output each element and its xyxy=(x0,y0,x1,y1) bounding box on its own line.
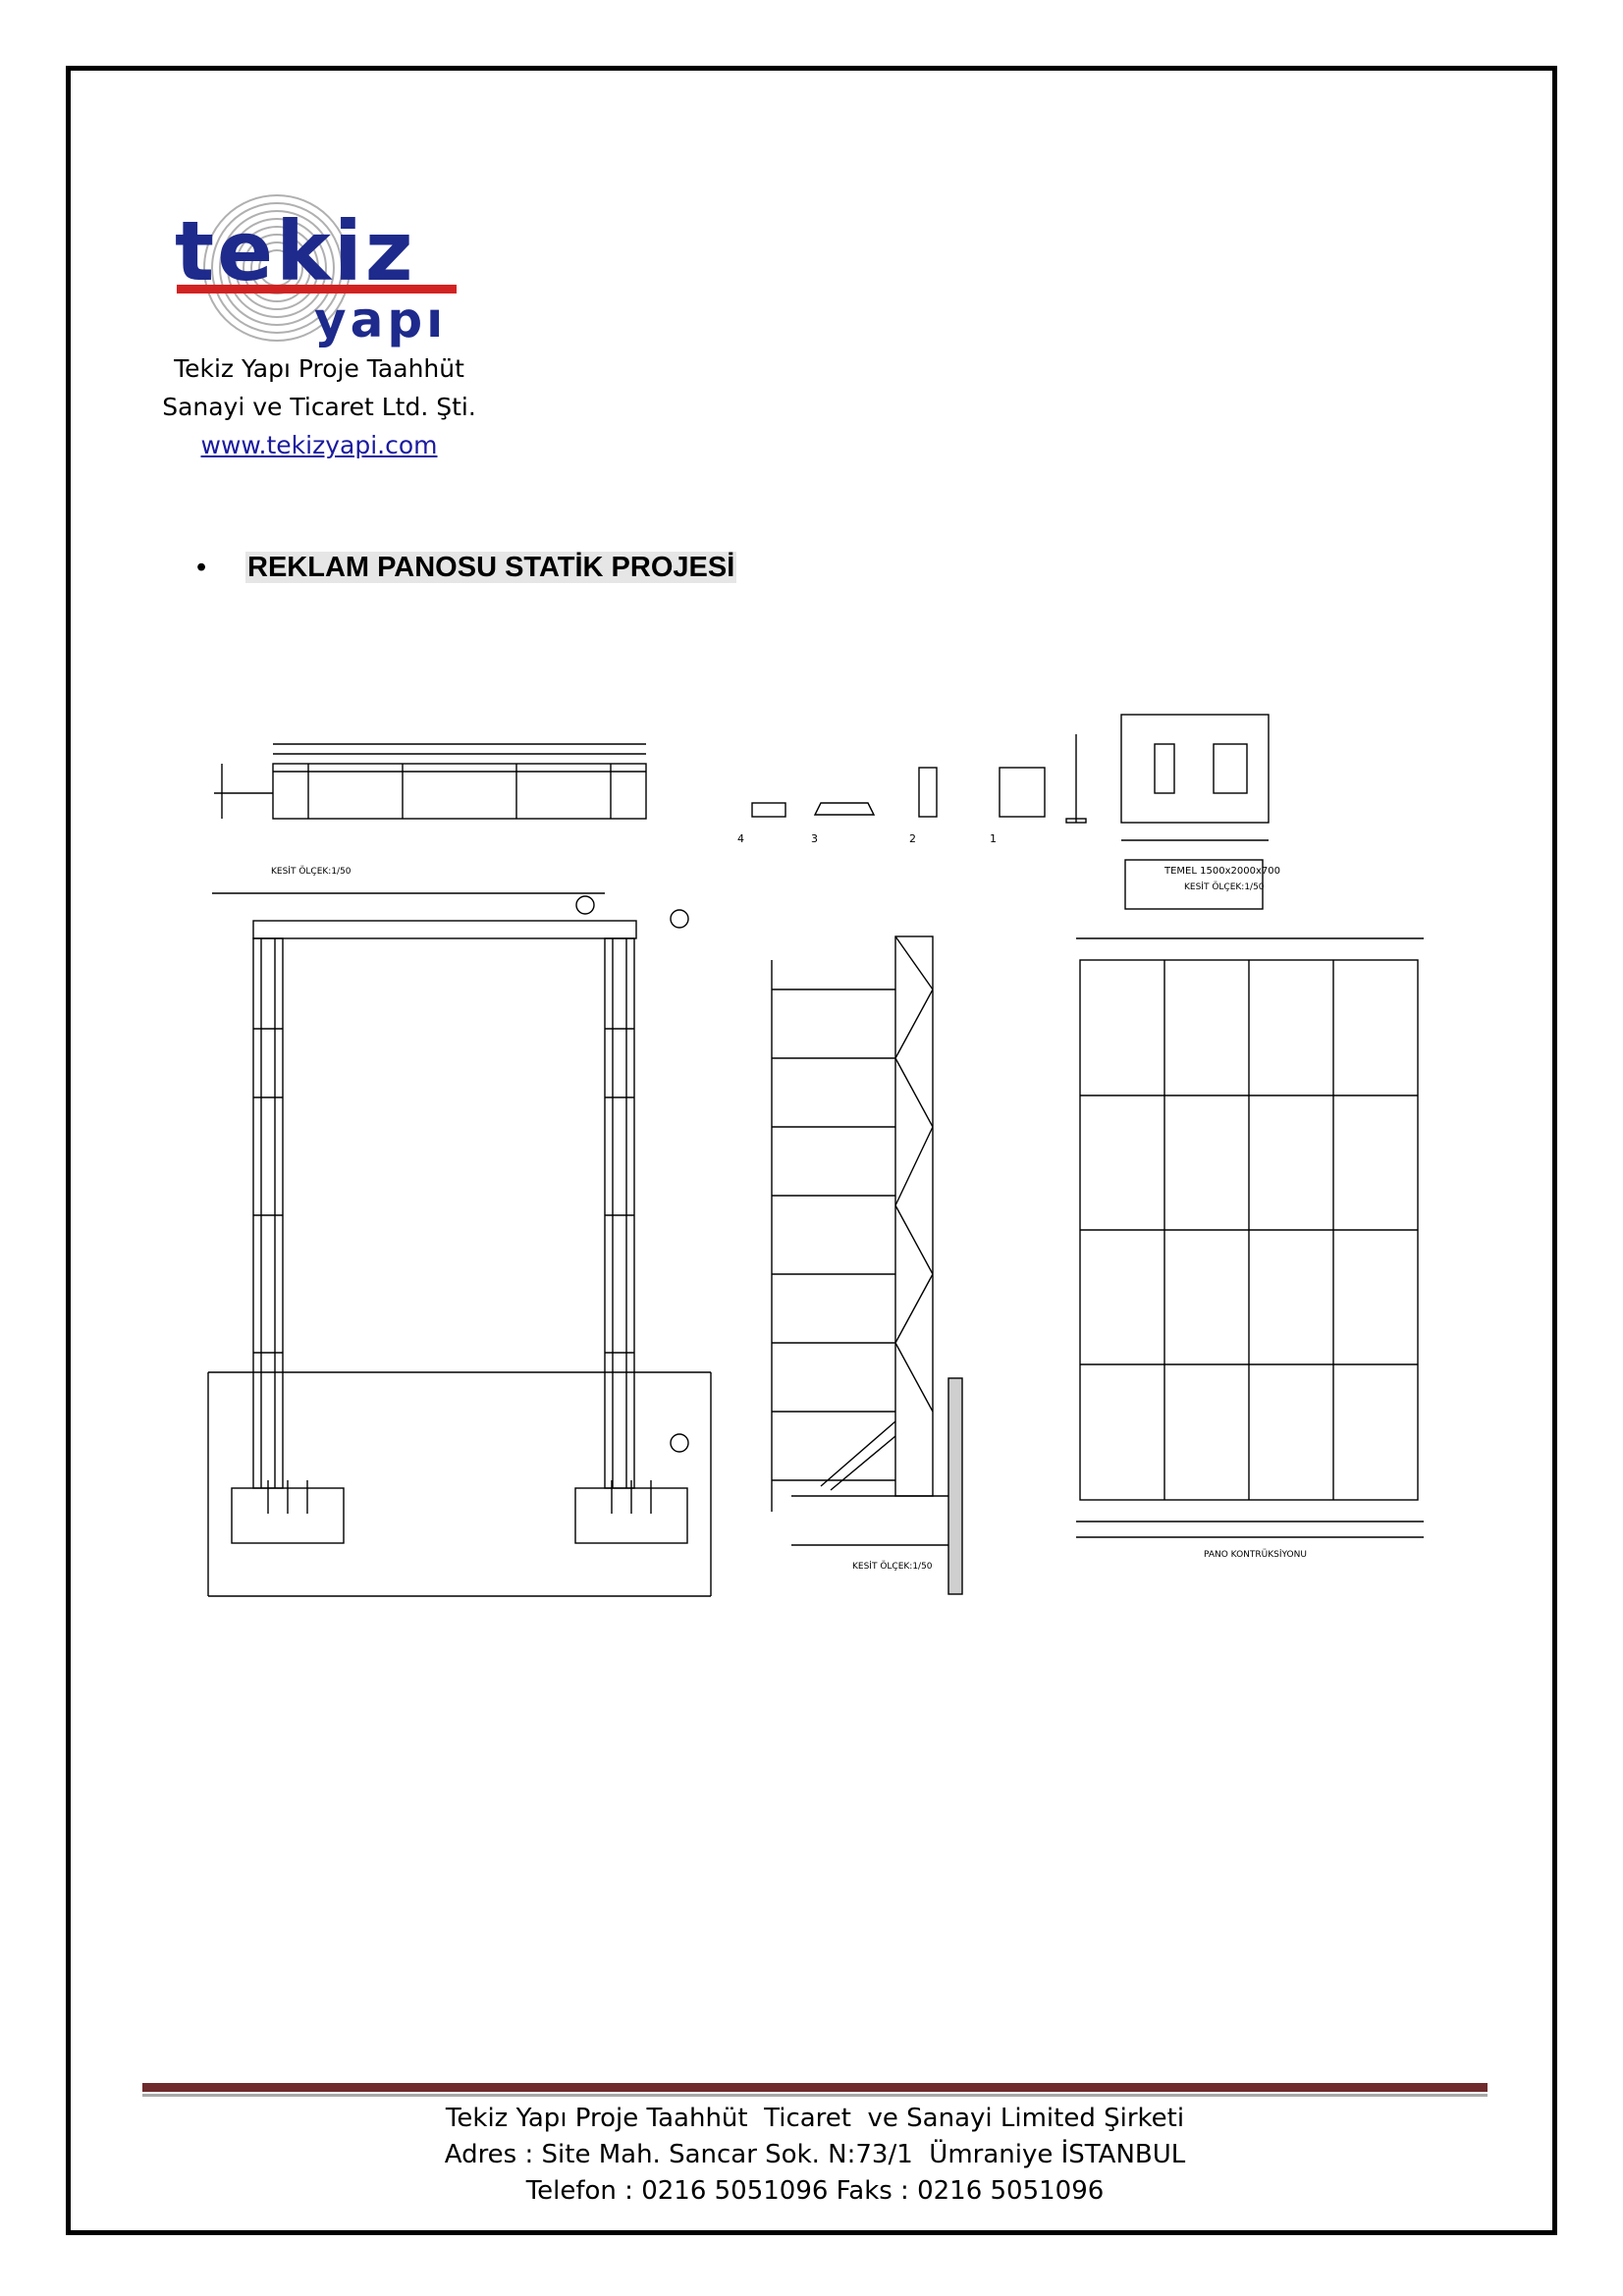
detail-number-3: 3 xyxy=(811,832,818,845)
footer-phone: Telefon : 0216 5051096 Faks : 0216 5051096 xyxy=(525,2176,1105,2206)
panel-construction-label: PANO KONTRÜKSİYONU xyxy=(1204,1550,1307,1560)
detail-number-1: 1 xyxy=(990,832,997,845)
bullet: • xyxy=(196,552,207,583)
foundation-scale-label: KESİT ÖLÇEK:1/50 xyxy=(1184,882,1265,892)
foundation-label: TEMEL 1500x2000x700 xyxy=(1164,866,1280,877)
svg-text:yapı: yapı xyxy=(314,292,448,348)
section-scale-label-1: KESİT ÖLÇEK:1/50 xyxy=(271,867,352,877)
company-name-line2: Sanayi ve Ticaret Ltd. Şti. xyxy=(162,393,476,421)
footer-rule xyxy=(142,2083,1488,2092)
detail-number-4: 4 xyxy=(737,832,744,845)
company-logo xyxy=(167,191,466,353)
section-scale-label-2: KESİT ÖLÇEK:1/50 xyxy=(852,1562,933,1572)
footer-address: Adres : Site Mah. Sancar Sok. N:73/1 Ümraniye İSTANBUL xyxy=(444,2140,1186,2169)
footer xyxy=(142,2101,1488,2210)
structural-drawing xyxy=(192,705,1449,1608)
company-name-line1: Tekiz Yapı Proje Taahhüt xyxy=(174,354,464,383)
svg-text:tekiz: tekiz xyxy=(175,203,416,299)
section-heading xyxy=(196,552,736,584)
heading-title: REKLAM PANOSU STATİK PROJESİ xyxy=(247,552,735,583)
company-block xyxy=(118,349,520,464)
footer-rule-shadow xyxy=(142,2094,1488,2097)
footer-company: Tekiz Yapı Proje Taahhüt Ticaret ve Sanayi Limited Şirketi xyxy=(445,2104,1185,2133)
detail-number-2: 2 xyxy=(909,832,916,845)
company-website-link[interactable]: www.tekizyapi.com xyxy=(200,431,438,459)
